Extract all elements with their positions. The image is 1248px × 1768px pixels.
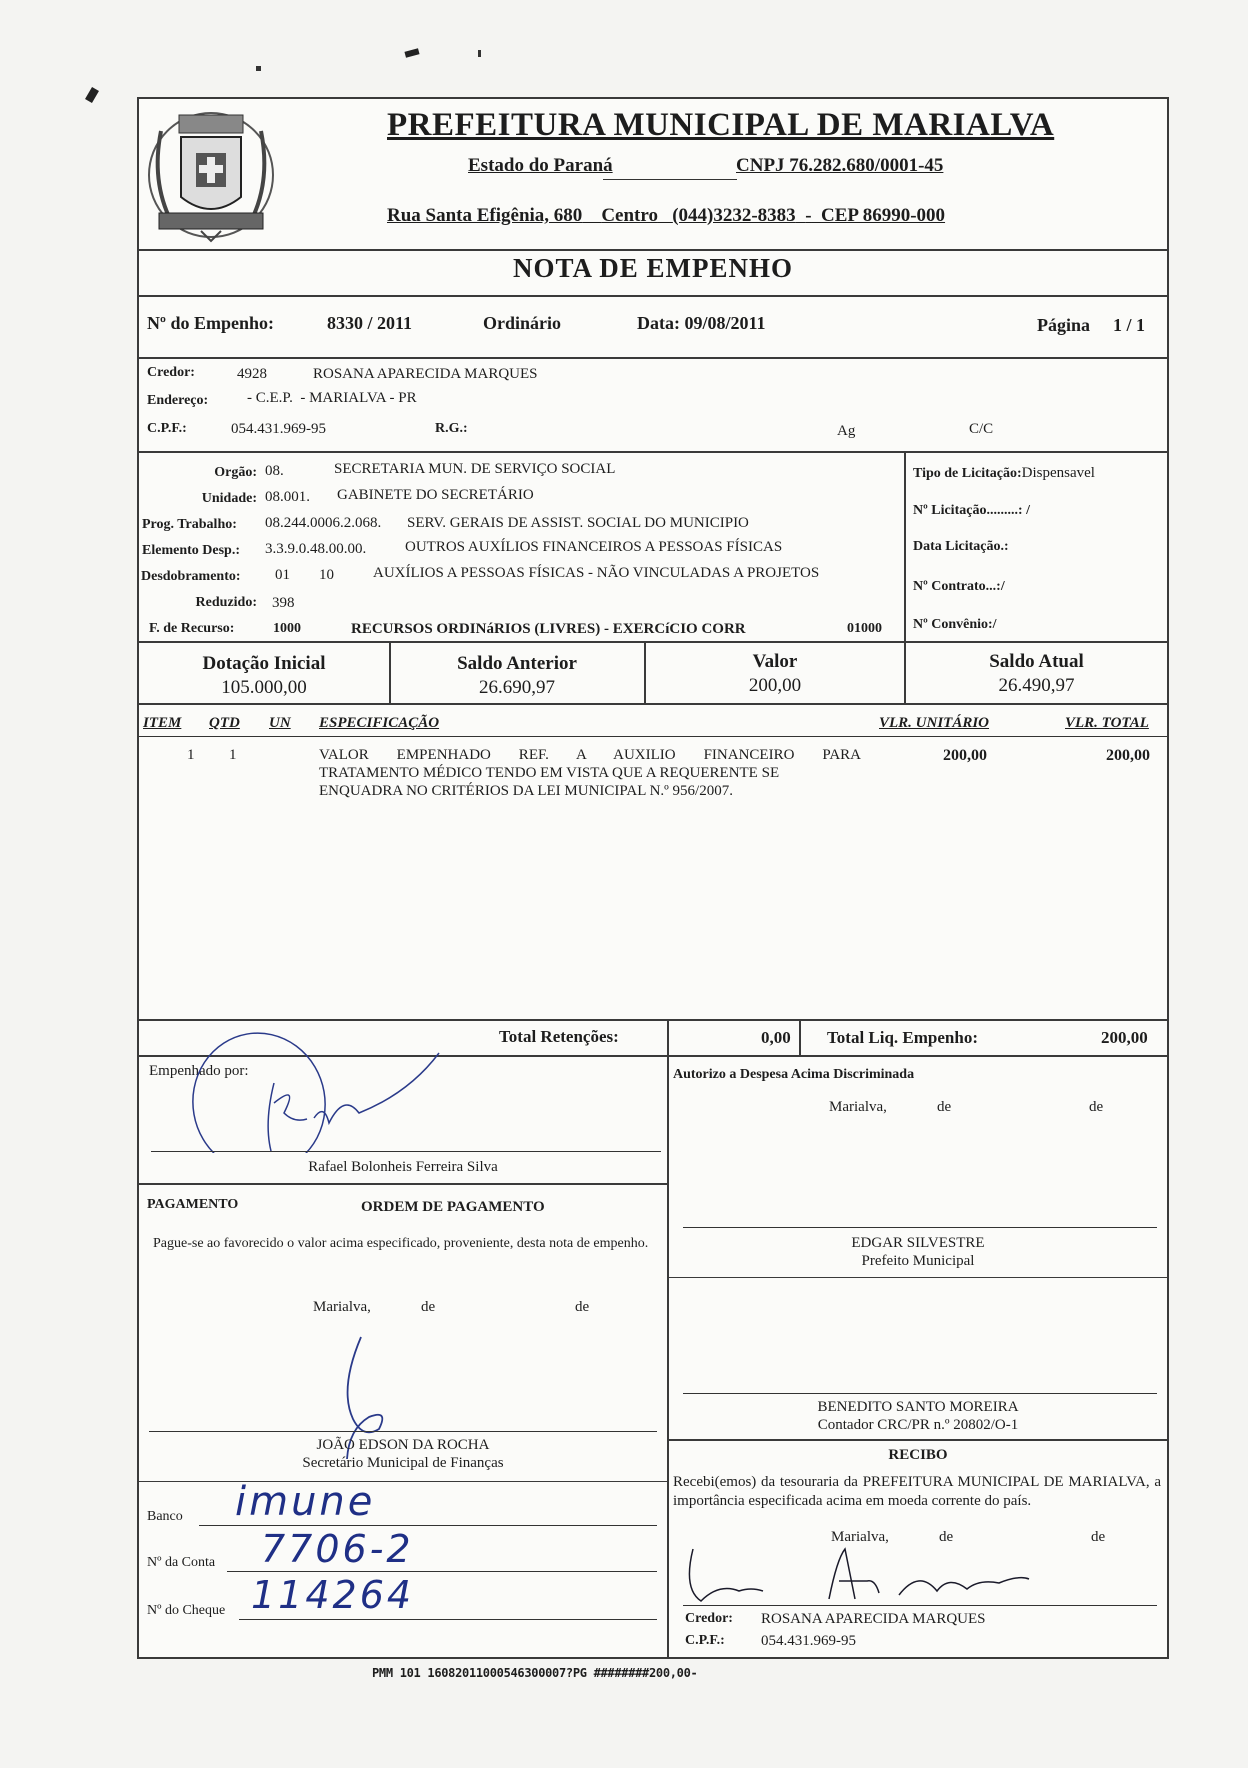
fonte-label: F. de Recurso: <box>149 621 235 636</box>
item-desc-line3: ENQUADRA NO CRITÉRIOS DA LEI MUNICIPAL N.º 956/2007. <box>319 783 733 799</box>
recibo-text: Recebi(emos) da tesouraria da PREFEITURA MUNICIPAL DE MARIALVA, a importância especificada acima em moeda corrente do país. <box>673 1474 1161 1509</box>
col-especificacao: ESPECIFICAÇÃO <box>319 715 440 731</box>
recibo-de-2: de <box>1091 1529 1106 1545</box>
pague-text: Pague-se ao favorecido o valor acima especificado, proveniente, desta nota de empenho. <box>153 1236 649 1251</box>
fonte-code: 1000 <box>273 621 301 636</box>
header-title: PREFEITURA MUNICIPAL DE MARIALVA <box>387 107 1055 143</box>
reduzido-label: Reduzido: <box>195 595 257 610</box>
header-phone: (044)3232-8383 <box>672 205 796 226</box>
scan-mark <box>478 50 481 57</box>
pagamento-de-1: de <box>421 1299 436 1315</box>
endereco-label: Endereço: <box>147 393 209 408</box>
saldo-anterior-label: Saldo Anterior <box>457 653 577 674</box>
header-address <box>387 205 945 227</box>
orgao-code: 08. <box>265 463 284 479</box>
cheque-value: 114264 <box>251 1573 415 1617</box>
licitacao-tipo-value: Dispensavel <box>1021 465 1095 481</box>
header-cnpj: CNPJ 76.282.680/0001-45 <box>736 155 944 176</box>
unidade-desc: GABINETE DO SECRETÁRIO <box>337 487 534 503</box>
recibo-cpf-value: 054.431.969-95 <box>761 1633 856 1649</box>
licitacao-data: Data Licitação.: <box>913 539 1009 554</box>
credor-signature <box>679 1539 1079 1609</box>
elemento-label: Elemento Desp.: <box>142 543 240 558</box>
prefeito-role: Prefeito Municipal <box>861 1253 975 1269</box>
page-label: Página <box>1037 315 1091 335</box>
scan-mark <box>404 48 419 57</box>
valor-value: 200,00 <box>748 675 802 696</box>
liq-empenho-value: 200,00 <box>1101 1028 1148 1047</box>
autorizo-de-1: de <box>937 1099 952 1115</box>
orgao-label: Orgão: <box>214 465 257 480</box>
col-vlr-unitario: VLR. UNITÁRIO <box>879 715 990 731</box>
desdobramento-desc: AUXÍLIOS A PESSOAS FÍSICAS - NÃO VINCULADAS A PROJETOS <box>373 565 820 581</box>
footer-print-code: PMM 101 16082011000546300007?PG ########200,00- <box>372 1666 698 1680</box>
scan-mark <box>256 66 261 71</box>
contador-name: BENEDITO SANTO MOREIRA <box>817 1399 1019 1415</box>
empenho-date: Data: 09/08/2011 <box>637 313 766 333</box>
prefeito-name: EDGAR SILVESTRE <box>851 1235 985 1251</box>
conta-label: Nº da Conta <box>147 1555 216 1570</box>
cpf-label: C.P.F.: <box>147 421 187 436</box>
ag-label: Ag <box>837 423 856 439</box>
header-cep: CEP 86990-000 <box>821 205 946 226</box>
recibo-cpf-label: C.P.F.: <box>685 1633 725 1648</box>
recibo-de-1: de <box>939 1529 954 1545</box>
municipal-coat-of-arms <box>141 101 281 249</box>
cheque-label: Nº do Cheque <box>147 1603 226 1618</box>
conta-value: 7706-2 <box>261 1527 414 1571</box>
dotacao-inicial-value: 105.000,00 <box>221 677 307 698</box>
retencoes-label: Total Retenções: <box>499 1027 619 1046</box>
credor-label: Credor: <box>147 365 195 380</box>
recibo-label: RECIBO <box>888 1447 948 1463</box>
reduzido-value: 398 <box>272 595 295 611</box>
empenhado-por-label: Empenhado por: <box>149 1063 249 1079</box>
fonte-desc: RECURSOS ORDINáRIOS (LIVRES) - EXERCíCIO CORR <box>351 621 746 637</box>
item-number: 1 <box>187 747 195 763</box>
empenhado-name: Rafael Bolonheis Ferreira Silva <box>308 1159 498 1175</box>
document-title: NOTA DE EMPENHO <box>512 253 794 283</box>
scan-mark <box>85 87 99 103</box>
licitacao-tipo <box>913 465 1095 482</box>
convenio-numero: Nº Convênio:/ <box>913 617 997 632</box>
credor-code: 4928 <box>237 366 267 382</box>
ordem-pagamento-label: ORDEM DE PAGAMENTO <box>361 1199 545 1215</box>
licitacao-numero: Nº Licitação.........: / <box>913 503 1030 518</box>
header-separator: - <box>805 205 812 226</box>
item-qtd: 1 <box>229 747 237 763</box>
secretario-role: Secretário Municipal de Finanças <box>302 1455 504 1471</box>
col-qtd: QTD <box>209 715 240 731</box>
recibo-place: Marialva, <box>831 1529 889 1545</box>
desdobramento-code: 01 <box>275 567 290 583</box>
orgao-desc: SECRETARIA MUN. DE SERVIÇO SOCIAL <box>334 461 616 477</box>
page-value: 1 / 1 <box>1113 315 1146 335</box>
cc-label: C/C <box>969 421 994 437</box>
dotacao-inicial-label: Dotação Inicial <box>202 653 326 674</box>
pagamento-de-2: de <box>575 1299 590 1315</box>
pagamento-label: PAGAMENTO <box>147 1197 239 1212</box>
secretario-name: JOÃO EDSON DA ROCHA <box>316 1437 490 1453</box>
header-street: Rua Santa Efigênia, 680 <box>387 205 583 226</box>
cpf-value: 054.431.969-95 <box>231 421 326 437</box>
banco-label: Banco <box>147 1509 183 1524</box>
saldo-anterior-value: 26.690,97 <box>479 677 555 698</box>
autorizo-place: Marialva, <box>829 1099 887 1115</box>
contrato-numero: Nº Contrato...:/ <box>913 579 1005 594</box>
col-un: UN <box>269 715 291 731</box>
banco-value: imune <box>235 1479 376 1525</box>
elemento-desc: OUTROS AUXÍLIOS FINANCEIROS A PESSOAS FÍSICAS <box>405 539 783 555</box>
licitacao-tipo-label: Tipo de Licitação: <box>913 466 1022 481</box>
prog-label: Prog. Trabalho: <box>142 517 237 532</box>
endereco-value: - C.E.P. - MARIALVA - PR <box>247 390 417 406</box>
autorizo-de-2: de <box>1089 1099 1104 1115</box>
col-vlr-total: VLR. TOTAL <box>1065 715 1149 731</box>
retencoes-value: 0,00 <box>761 1028 791 1047</box>
prog-code: 08.244.0006.2.068. <box>265 515 382 531</box>
rg-label: R.G.: <box>435 421 468 436</box>
autorizo-label: Autorizo a Despesa Acima Discriminada <box>673 1067 915 1082</box>
header-centro: Centro <box>601 205 658 226</box>
empenho-type: Ordinário <box>483 313 562 333</box>
desdobramento-sub: 10 <box>319 567 334 583</box>
prog-desc: SERV. GERAIS DE ASSIST. SOCIAL DO MUNICIPIO <box>407 515 749 531</box>
saldo-atual-label: Saldo Atual <box>989 651 1084 672</box>
empenho-form <box>137 97 1169 1659</box>
credor-name: ROSANA APARECIDA MARQUES <box>313 366 538 382</box>
empenho-number-value: 8330 / 2011 <box>327 313 413 333</box>
item-unit-value: 200,00 <box>943 747 987 764</box>
unidade-label: Unidade: <box>201 491 257 506</box>
empenhado-signature <box>179 1023 459 1153</box>
recibo-credor-label: Credor: <box>685 1611 733 1626</box>
empenho-number-label: Nº do Empenho: <box>147 313 274 333</box>
col-item: ITEM <box>143 715 182 731</box>
fonte-num: 01000 <box>847 621 882 636</box>
header-state: Estado do Paraná <box>468 155 613 176</box>
recibo-credor-name: ROSANA APARECIDA MARQUES <box>761 1611 986 1627</box>
contador-role: Contador CRC/PR n.º 20802/O-1 <box>817 1417 1019 1433</box>
liq-empenho-label: Total Liq. Empenho: <box>827 1028 978 1047</box>
desdobramento-label: Desdobramento: <box>141 569 241 584</box>
elemento-code: 3.3.9.0.48.00.00. <box>265 541 367 557</box>
unidade-code: 08.001. <box>265 489 310 505</box>
saldo-atual-value: 26.490,97 <box>998 675 1075 696</box>
pagamento-place: Marialva, <box>313 1299 371 1315</box>
valor-label: Valor <box>752 651 798 672</box>
item-desc-line1: VALOR EMPENHADO REF. A AUXILIO FINANCEIRO PARA <box>319 747 861 763</box>
item-total-value: 200,00 <box>1106 747 1150 764</box>
item-desc-line2: TRATAMENTO MÉDICO TENDO EM VISTA QUE A REQUERENTE SE <box>319 765 780 781</box>
